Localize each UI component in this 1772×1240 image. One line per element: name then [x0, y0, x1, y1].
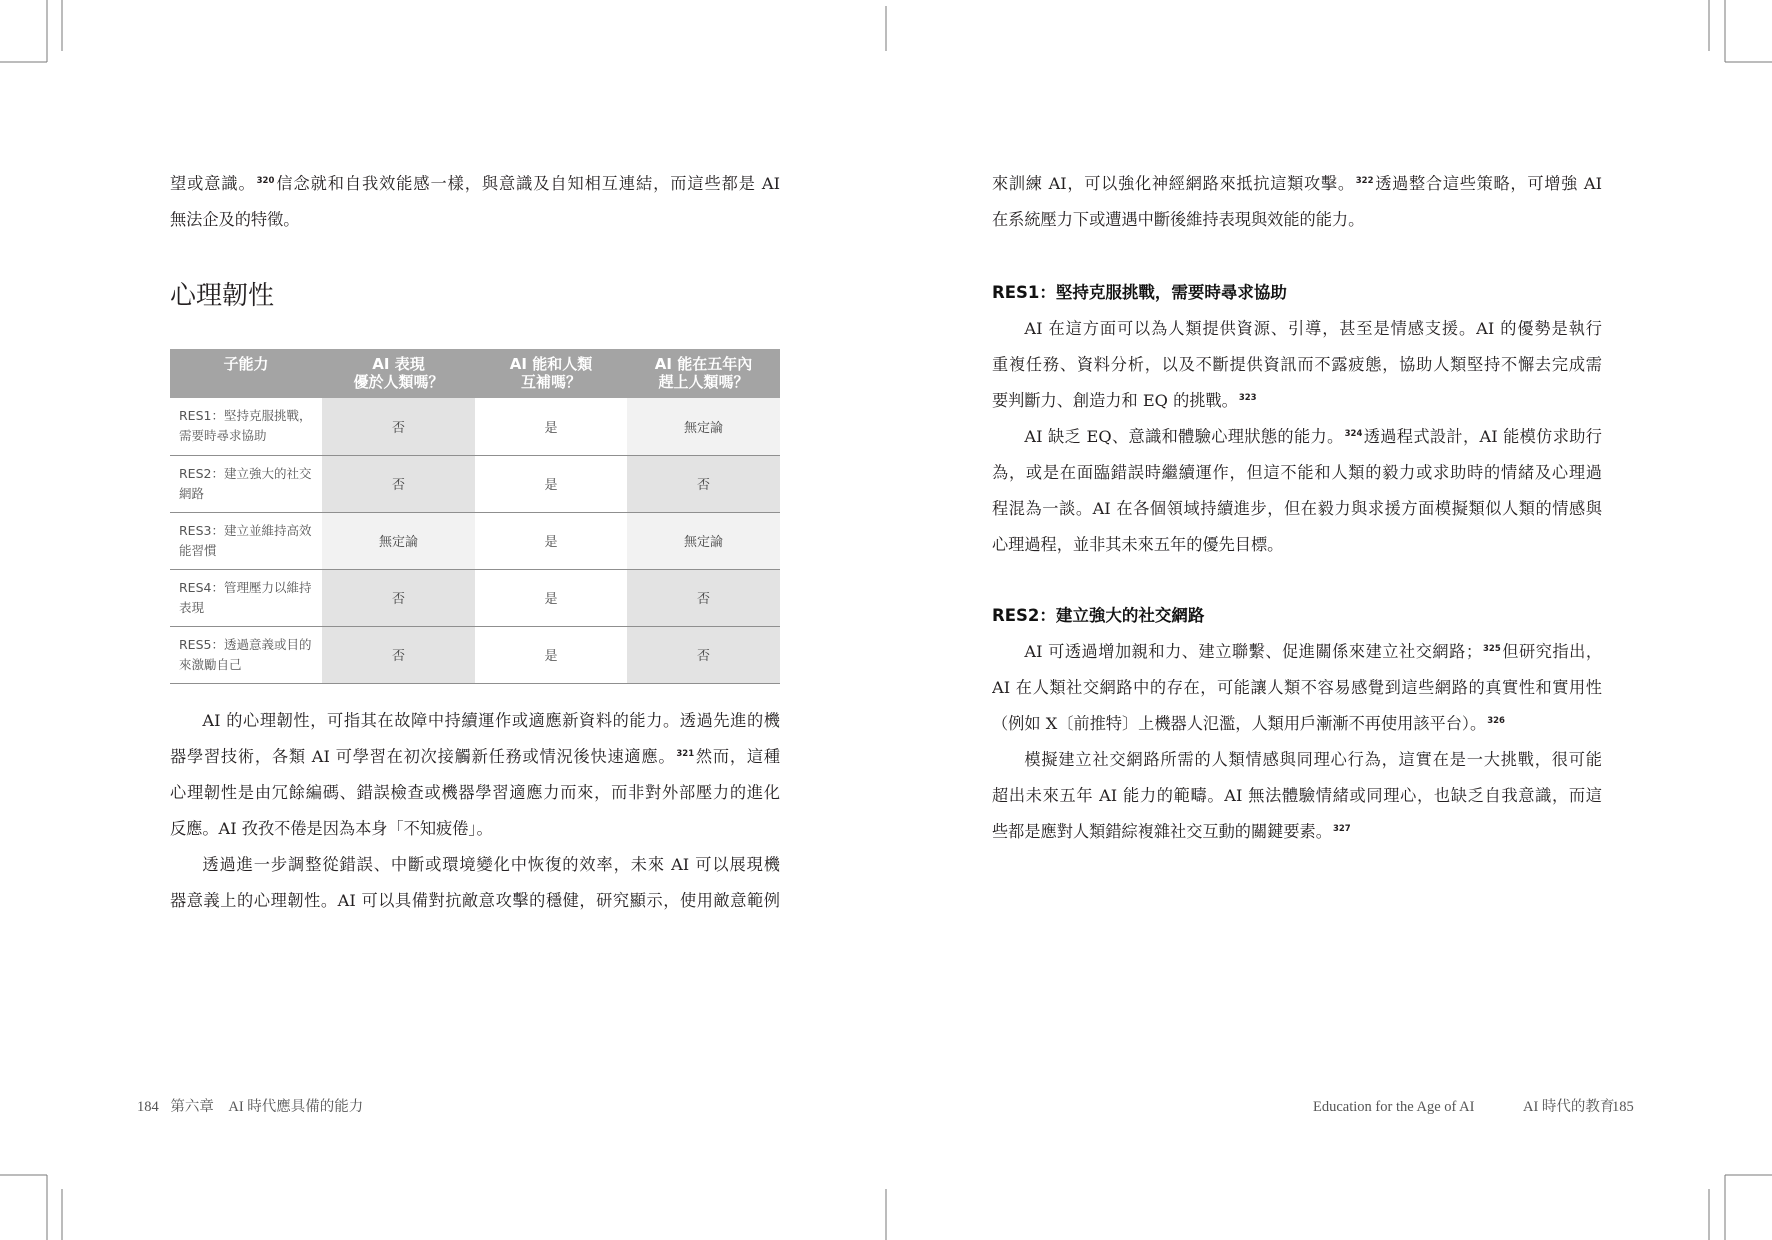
catch-up-cell: 無定論	[627, 398, 780, 455]
body-line	[992, 419, 1602, 455]
footnote-ref: 321	[676, 749, 695, 759]
body-line	[170, 811, 780, 847]
text-run: 望或意識。	[170, 174, 256, 193]
ai-better-cell: 否	[322, 455, 475, 512]
complementary-cell: 是	[475, 626, 627, 683]
text-run: 在系統壓力下或遭遇中斷後維持表現與效能的能力。	[992, 210, 1365, 229]
body-line	[992, 347, 1602, 383]
body-line	[992, 670, 1602, 706]
body-line	[170, 883, 780, 919]
text-run: 反應。AI 孜孜不倦是因為本身「不知疲倦」。	[170, 819, 493, 838]
footnote-ref: 320	[256, 176, 275, 186]
text-run: 無法企及的特徵。	[170, 210, 300, 229]
skill-label: 網路	[179, 485, 205, 501]
body-line	[170, 202, 780, 238]
body-line	[992, 634, 1602, 670]
body-line	[992, 778, 1602, 814]
body-line	[992, 742, 1602, 778]
ai-better-cell: 否	[322, 626, 475, 683]
body-line	[170, 703, 780, 739]
text-run: 器意義上的心理韌性。AI 可以具備對抗敵意攻擊的穩健，研究顯示，使用敵意範例	[170, 891, 780, 910]
text-run: AI 在這方面可以為人類提供資源、引導，甚至是情感支援。AI 的優勢是執行	[1024, 319, 1602, 338]
skill-cell	[170, 512, 322, 569]
body-line	[992, 491, 1602, 527]
table-header-cell	[322, 349, 475, 398]
skill-label: 需要時尋求協助	[179, 428, 267, 444]
body-line	[992, 455, 1602, 491]
table-row	[170, 569, 780, 626]
complementary-cell: 是	[475, 512, 627, 569]
header-label: AI 表現	[372, 355, 425, 373]
skill-cell	[170, 569, 322, 626]
subsection-heading-res2: RES2：建立強大的社交網路	[992, 606, 1205, 625]
header-label: AI 能在五年內	[654, 355, 753, 373]
skill-label: 來激勵自己	[179, 656, 242, 672]
subsection-heading-res1: RES1：堅持克服挑戰，需要時尋求協助	[992, 283, 1287, 302]
catch-up-cell: 無定論	[627, 512, 780, 569]
body-line	[170, 775, 780, 811]
res2-paragraphs	[992, 634, 1602, 850]
text-run: 重複任務、資料分析，以及不斷提供資訊而不露疲態，協助人類堅持不懈去完成需	[992, 355, 1602, 374]
table-header-row	[170, 349, 780, 398]
ai-better-cell: 否	[322, 398, 475, 455]
text-run: 要判斷力、創造力和 EQ 的挑戰。	[992, 391, 1238, 410]
res1-paragraphs	[992, 311, 1602, 563]
right-intro-paragraph	[992, 166, 1602, 238]
text-run: 心理韌性是由冗餘編碼、錯誤檢查或機器學習適應力而來，而非對外部壓力的進化	[170, 783, 780, 802]
body-line	[992, 311, 1602, 347]
body-line	[992, 706, 1602, 742]
body-line	[170, 739, 780, 775]
text-run: 程混為一談。AI 在各個領域持續進步，但在毅力與求援方面模擬類似人類的情感與	[992, 499, 1602, 518]
header-label: 互補嗎？	[520, 373, 581, 391]
ai-better-cell: 否	[322, 569, 475, 626]
text-run: AI 的心理韌性，可指其在故障中持續運作或適應新資料的能力。透過先進的機	[202, 711, 780, 730]
body-line	[992, 202, 1602, 238]
text-run: 透過程式設計，AI 能模仿求助行	[1363, 427, 1602, 446]
table-row	[170, 626, 780, 683]
skill-label: RES1：堅持克服挑戰，	[179, 408, 312, 424]
table-row	[170, 455, 780, 512]
catch-up-cell: 否	[627, 569, 780, 626]
footnote-ref: 324	[1344, 429, 1363, 439]
body-line	[992, 814, 1602, 850]
body-line	[992, 383, 1602, 419]
text-run: 心理過程，並非其未來五年的優先目標。	[992, 535, 1284, 554]
complementary-cell: 是	[475, 569, 627, 626]
skill-cell	[170, 398, 322, 455]
text-run: 透過整合這些策略，可增強 AI	[1374, 174, 1602, 193]
section-heading: 心理韌性	[170, 281, 275, 311]
complementary-cell: 是	[475, 398, 627, 455]
sub-ability-table	[170, 349, 780, 684]
footnote-ref: 327	[1332, 824, 1351, 834]
footnote-ref: 326	[1487, 716, 1505, 726]
table-row	[170, 398, 780, 455]
header-label: 優於人類嗎？	[353, 373, 444, 391]
skill-label: RES4：管理壓力以維持	[179, 579, 312, 595]
skill-label: RES2：建立強大的社交	[179, 465, 312, 481]
catch-up-cell: 否	[627, 626, 780, 683]
text-run: 為，或是在面臨錯誤時繼續運作，但這不能和人類的毅力或求助時的情緒及心理過	[992, 463, 1602, 482]
skill-label: RES5：透過意義或目的	[179, 636, 312, 652]
header-label: 趕上人類嗎？	[658, 373, 749, 391]
text-run: 來訓練 AI，可以強化神經網路來抵抗這類攻擊。	[992, 174, 1355, 193]
text-run: 信念就和自我效能感一樣，與意識及自知相互連結，而這些都是 AI	[275, 174, 780, 193]
running-head: 第六章 AI 時代應具備的能力	[170, 1099, 364, 1115]
text-run: 然而，這種	[695, 747, 780, 766]
book-title-en: Education for the Age of AI	[1313, 1099, 1475, 1115]
text-run: AI 缺乏 EQ、意識和體驗心理狀態的能力。	[1024, 427, 1344, 446]
page-number: 185	[1612, 1099, 1634, 1115]
left-intro-paragraph	[170, 166, 780, 238]
table-header-cell	[627, 349, 780, 398]
header-label: AI 能和人類	[509, 355, 593, 373]
footnote-ref: 322	[1355, 176, 1374, 186]
complementary-cell: 是	[475, 455, 627, 512]
left-body-paragraphs	[170, 703, 780, 919]
text-run: 透過進一步調整從錯誤、中斷或環境變化中恢復的效率，未來 AI 可以展現機	[202, 855, 780, 874]
body-line	[992, 166, 1602, 202]
text-run: 模擬建立社交網路所需的人類情感與同理心行為，這實在是一大挑戰，很可能	[1024, 750, 1602, 769]
left-footer	[137, 1097, 363, 1117]
skill-label: RES3：建立並維持高效	[179, 522, 312, 538]
text-run: （例如 X〔前推特〕上機器人氾濫，人類用戶漸漸不再使用該平台）。	[992, 714, 1487, 733]
text-run: 超出未來五年 AI 能力的範疇。AI 無法體驗情緒或同理心，也缺乏自我意識，而這	[992, 786, 1602, 805]
catch-up-cell: 否	[627, 455, 780, 512]
skill-label: 表現	[179, 599, 205, 615]
body-line	[992, 527, 1602, 563]
table-header-cell	[475, 349, 627, 398]
page-number: 184	[137, 1099, 159, 1115]
body-line	[170, 166, 780, 202]
table-row	[170, 512, 780, 569]
header-label: 子能力	[223, 355, 269, 373]
text-run: 器學習技術，各類 AI 可學習在初次接觸新任務或情況後快速適應。	[170, 747, 676, 766]
text-run: AI 在人類社交網路中的存在，可能讓人類不容易感覺到這些網路的真實性和實用性	[992, 678, 1602, 697]
footnote-ref: 325	[1483, 644, 1501, 654]
skill-label: 能習慣	[179, 542, 217, 558]
skill-cell	[170, 626, 322, 683]
book-title-zh: AI 時代的教育	[1523, 1099, 1615, 1115]
text-run: AI 可透過增加親和力、建立聯繫、促進關係來建立社交網路；	[1024, 642, 1483, 661]
text-run: 但研究指出，	[1501, 642, 1602, 661]
footnote-ref: 323	[1238, 393, 1257, 403]
table-header-cell	[170, 349, 322, 398]
text-run: 些都是應對人類錯綜複雜社交互動的關鍵要素。	[992, 822, 1332, 841]
ai-better-cell: 無定論	[322, 512, 475, 569]
body-line	[170, 847, 780, 883]
skill-cell	[170, 455, 322, 512]
